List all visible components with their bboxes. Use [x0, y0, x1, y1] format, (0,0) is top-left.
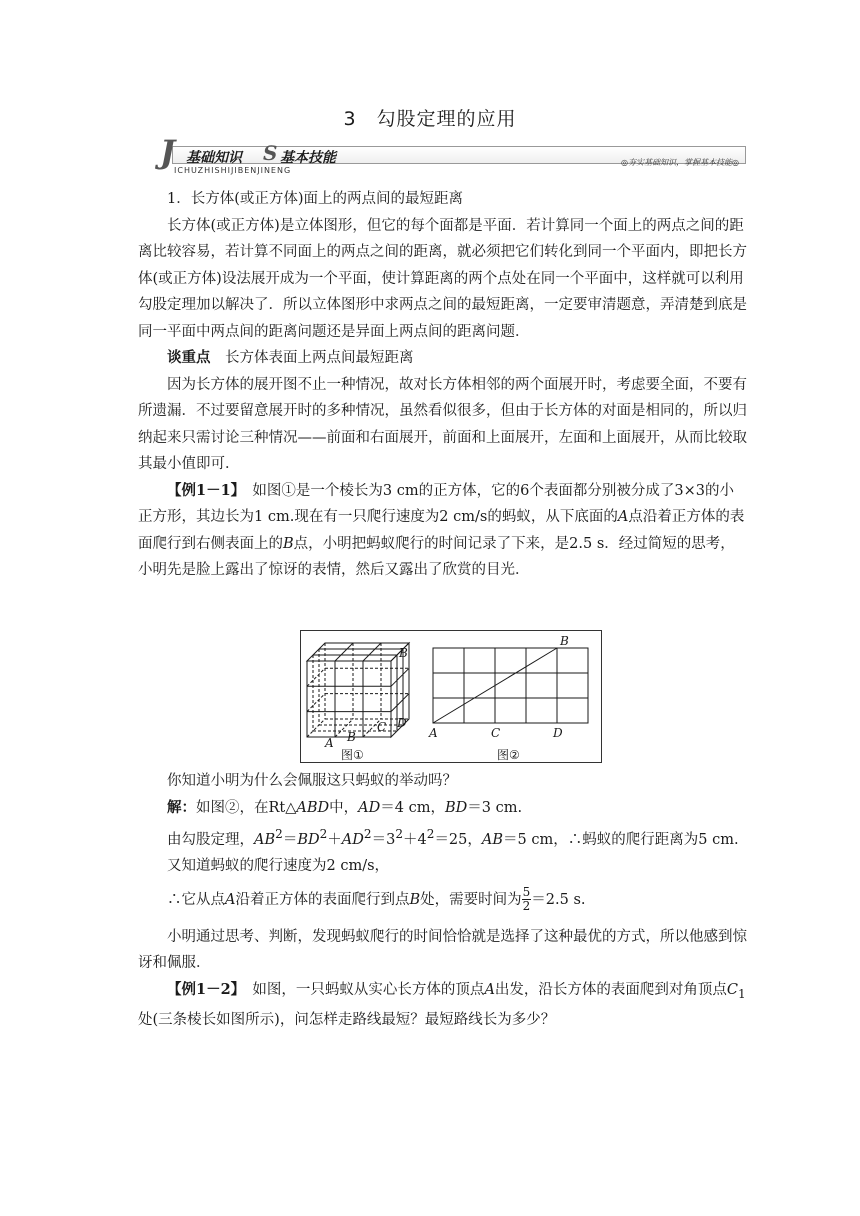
right-grid-h1: [391, 668, 409, 686]
sol-l2-plus: ＋: [327, 831, 342, 848]
key-point-topic: 长方体表面上两点间最短距离: [210, 350, 414, 366]
sol-l2-ad: AD: [341, 831, 364, 848]
ex2-point-c: C: [726, 981, 739, 998]
figure-box: [300, 630, 602, 763]
fig1-label-b: B: [399, 646, 408, 660]
fig2-label-d: D: [553, 726, 563, 740]
figure-1-caption: 图①: [341, 748, 364, 762]
fig1-label-a: A: [325, 736, 334, 750]
sol-l2-bd: BD: [297, 831, 320, 848]
sol-l2-a: 由勾股定理，: [167, 831, 254, 848]
figure-svg: [301, 631, 601, 762]
fig2-label-b: B: [560, 634, 569, 648]
sol-l2-rest: ＝5 cm，∴蚂蚁的爬行距离为5 cm.: [503, 831, 739, 848]
banner-pinyin: ICHUZHISHIJIBENJINENG: [174, 166, 292, 175]
fig1-label-c: C: [377, 720, 387, 734]
sol-l2-ab: AB: [254, 831, 276, 848]
sol-l1-bd: BD: [445, 799, 468, 816]
solution-line-3: 又知道蚂蚁的爬行速度为2 cm/s，: [167, 858, 390, 875]
sol-l1-c: ＝4 cm，: [380, 799, 445, 816]
example-question: 你知道小明为什么会佩服这只蚂蚁的举动吗？: [167, 773, 457, 789]
sq-5: 2: [426, 827, 435, 841]
solution-block: [138, 768, 748, 1034]
figure-1-labels: [324, 646, 408, 750]
grid-border: [433, 648, 588, 723]
sol-l2-plus2: ＋4: [403, 831, 427, 848]
example-1-1-text-a: 如图①是一个棱长为3 cm的正方体，它的6个表面都分别被分成了3×3的小正方形，其边长为1 cm.现在有一只爬行速度为2 cm/s的蚂蚁，从下底面的: [138, 482, 734, 525]
sol-l4-point-a: A: [225, 891, 236, 908]
example-1-2-text-c: 处(三条棱长如图所示)，问怎样走路线最短？最短路线长为多少？: [138, 1012, 556, 1029]
figure-2-grid: [433, 648, 588, 723]
right-grid-h2: [391, 694, 409, 712]
solution-line-2: [138, 821, 748, 853]
page-title: 3 勾股定理的应用: [343, 108, 517, 130]
banner-bar: [172, 146, 746, 167]
sol-l2-eq25: ＝25，: [434, 831, 482, 848]
point-b-ref: B: [283, 535, 294, 552]
key-point-paragraph: 因为长方体的展开图不止一种情况，故对长方体相邻的两个面展开时，考虑要全面，不要有所遗漏．不过要留意展开时的多种情况，虽然看似很多，但由于长方体的对面是相同的，所以归纳起来只需讨论三种情况——前面和右面展开，前面和上面展开，左面和上面展开，从而比较取其最小值即可．: [138, 376, 747, 472]
banner-slogan: ◎夯实基础知识，掌握基本技能◎: [621, 158, 739, 167]
figure-2-labels: [428, 634, 569, 740]
hidden-grid-7: [307, 668, 325, 686]
section-1-heading: 1．长方体(或正方体)面上的两点间的最短距离: [167, 191, 464, 207]
key-point-heading: [138, 345, 748, 372]
fraction-5-over-2: [522, 886, 532, 913]
sq-1: 2: [275, 827, 283, 841]
example-1-1-label: 【例1－1】: [167, 481, 238, 499]
sol-l1-ad: AD: [358, 799, 381, 816]
sol-l1-d: ＝3 cm.: [467, 799, 523, 816]
sol-l2-eq: ＝: [282, 831, 298, 848]
solution-line-4: [138, 880, 748, 920]
ex2-point-a: A: [484, 981, 495, 998]
sol-l4-point-b: B: [409, 891, 421, 908]
banner-sub-title: 基本技能: [280, 150, 336, 166]
sol-l1-a: 如图②，在Rt△: [196, 799, 297, 816]
hidden-grid-8: [307, 694, 325, 712]
sol-l1-b: 中，: [329, 799, 359, 816]
figure-1-cube: [307, 643, 409, 737]
banner-initial: J: [160, 133, 176, 171]
example-1-1-text-b: 点沿着正方体的表面爬行到右侧表面上的: [138, 509, 745, 552]
section-1: [138, 186, 748, 584]
example-1-2-text-a: 如图，一只蚂蚁从实心长方体的顶点: [237, 981, 485, 998]
example-1-2-text-b: 出发，沿长方体的表面爬到对角顶点: [494, 981, 727, 998]
figure-2-caption: 图②: [497, 748, 520, 762]
solution-label: 解：: [167, 798, 196, 816]
sol-l2-vals: ＝3: [371, 831, 396, 848]
top-grid-4: [363, 643, 381, 661]
sq-3: 2: [363, 827, 372, 841]
sq-4: 2: [395, 827, 404, 841]
solution-conclusion: 小明通过思考、判断，发现蚂蚁爬行的时间恰恰就是选择了这种最优的方式，所以他感到惊讶和佩服．: [138, 928, 747, 972]
banner-s-letter: S: [263, 141, 278, 165]
ex2-subscript: 1: [738, 986, 746, 1001]
sol-l4-b: 沿着正方体的表面爬行到点: [235, 891, 410, 908]
key-point-label: 谈重点: [167, 349, 211, 366]
sol-l1-abd: ABD: [296, 799, 330, 816]
top-grid-3: [335, 643, 353, 661]
fig1-label-d: D: [397, 716, 407, 730]
banner-main-title: 基础知识: [186, 150, 242, 166]
example-1-1-text-c: 点，小明把蚂蚁爬行的时间记录了下来，是2.5 s．经过简短的思考，小明先是脸上露出了惊讶的表情，然后又露出了欣赏的目光．: [138, 535, 735, 578]
hidden-edge-d: [307, 719, 325, 737]
sol-l4-d: ＝2.5 s.: [531, 891, 586, 908]
fig1-label-b-bottom: B: [347, 730, 356, 744]
fig2-label-c: C: [491, 726, 501, 740]
solution-line-1: [138, 795, 748, 822]
sol-l4-c: 处，需要时间为: [420, 891, 522, 908]
sol-l4-a: ∴它从点: [167, 891, 225, 908]
fig2-label-a: A: [429, 726, 438, 740]
section-1-paragraph: 长方体(或正方体)是立体图形，但它的每个面都是平面．若计算同一个面上的两点之间的距离比较容易，若计算不同面上的两点之间的距离，就必须把它们转化到同一个平面内，即把长方体(或正方体)设法展开成为一个平面，使计算距离的两个点处在同一个平面中，这样就可以利用勾股定理加以解决了．所以立体图形中求两点之间的最短距离，一定要审清题意，弄清楚到底是同一平面中两点间的距离问题还是异面上两点间的距离问题．: [138, 217, 747, 340]
example-1-1: [138, 478, 748, 584]
fraction-denominator: 2: [522, 899, 531, 914]
fraction-numerator: 5: [522, 885, 531, 900]
example-1-2: [138, 977, 748, 1034]
point-a-ref: A: [617, 509, 629, 525]
example-1-2-label: 【例1－2】: [167, 980, 238, 998]
section-banner: [160, 133, 746, 178]
sol-l2-ab2: AB: [481, 831, 504, 848]
sq-2: 2: [319, 827, 328, 841]
cube-hidden-lines: [307, 643, 409, 737]
